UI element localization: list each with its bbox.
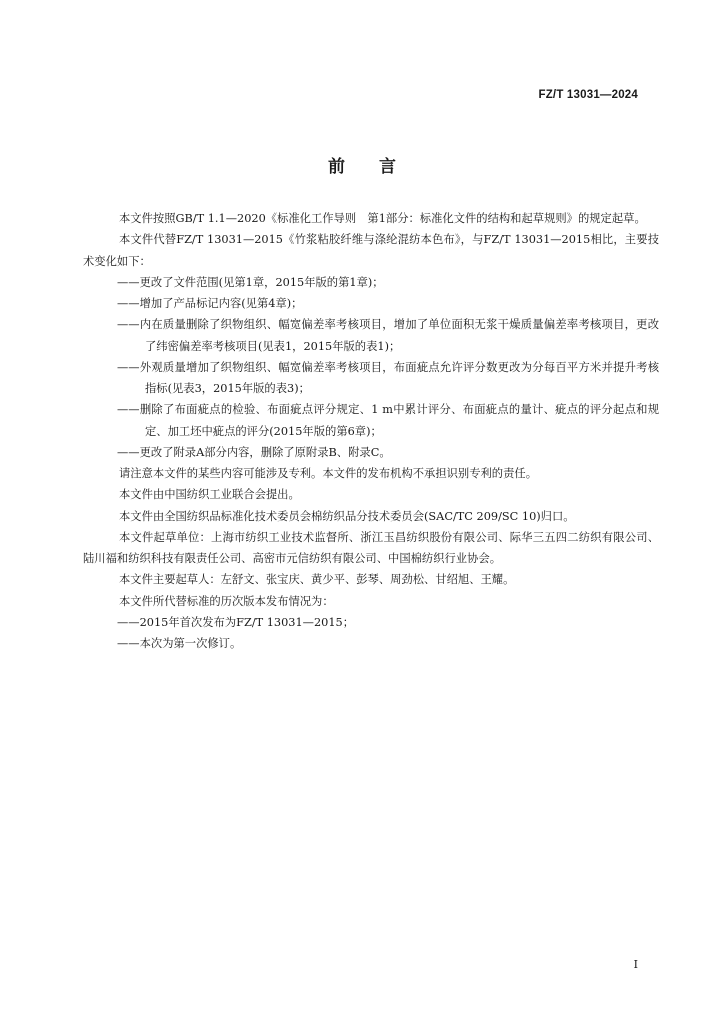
paragraph-version-history: 本文件所代替标准的历次版本发布情况为： [119, 594, 334, 608]
change-item-marking: ——增加了产品标记内容(见第4章)； [117, 297, 303, 310]
change-item-scope: ——更改了文件范围(见第1章，2015年版的第1章)； [117, 275, 384, 289]
paragraph-replacement: 本文件代替FZ/T 13031—2015《竹浆粘胶纤维与涤纶混纺本色布》，与FZ/T 13031—2015相比，主要技术变化如下： [83, 233, 659, 268]
page-number: I [633, 958, 638, 971]
standard-number: FZ/T 13031—2024 [538, 89, 638, 101]
history-item-current-revision: ——本次为第一次修订。 [117, 637, 242, 650]
change-item-appearance-quality: ——外观质量增加了织物组织、幅宽偏差率考核项目，布面疵点允许评分数更改为分每百平方米并提升考核指标(见表3，2015年版的表3)； [117, 360, 659, 395]
paragraph-drafting-basis: 本文件按照GB/T 1.1—2020《标准化工作导则 第1部分：标准化文件的结构和起草规则》的规定起草。 [119, 212, 646, 225]
change-item-internal-quality: ——内在质量删除了织物组织、幅宽偏差率考核项目，增加了单位面积无浆干燥质量偏差率考核项目，更改了纬密偏差率考核项目(见表1，2015年版的表1)； [117, 318, 659, 353]
change-item-deletions: ——删除了布面疵点的检验、布面疵点评分规定、1 m中累计评分、布面疵点的量计、疵点的评分起点和规定、加工坯中疵点的评分(2015年版的第6章)； [117, 403, 659, 438]
page-title: 前言 [328, 157, 430, 177]
paragraph-proposer: 本文件由中国纺织工业联合会提出。 [119, 488, 300, 502]
history-item-first-release: ——2015年首次发布为FZ/T 13031—2015； [117, 615, 355, 629]
paragraph-patent-notice: 请注意本文件的某些内容可能涉及专利。本文件的发布机构不承担识别专利的责任。 [119, 467, 537, 480]
paragraph-drafting-units: 本文件起草单位：上海市纺织工业技术监督所、浙江玉昌纺织股份有限公司、际华三五四二纺织有限公司、陆川福和纺织科技有限责任公司、高密市元信纺织有限公司、中国棉纺织行业协会。 [83, 530, 659, 565]
change-item-annex: ——更改了附录A部分内容，删除了原附录B、附录C。 [117, 445, 391, 459]
document-body [83, 208, 659, 654]
paragraph-committee: 本文件由全国纺织品标准化技术委员会棉纺织品分技术委员会(SAC/TC 209/SC 10)归口。 [119, 509, 575, 523]
paragraph-drafters: 本文件主要起草人：左舒文、张宝庆、黄少平、彭琴、周劲松、甘绍旭、王耀。 [119, 573, 515, 587]
